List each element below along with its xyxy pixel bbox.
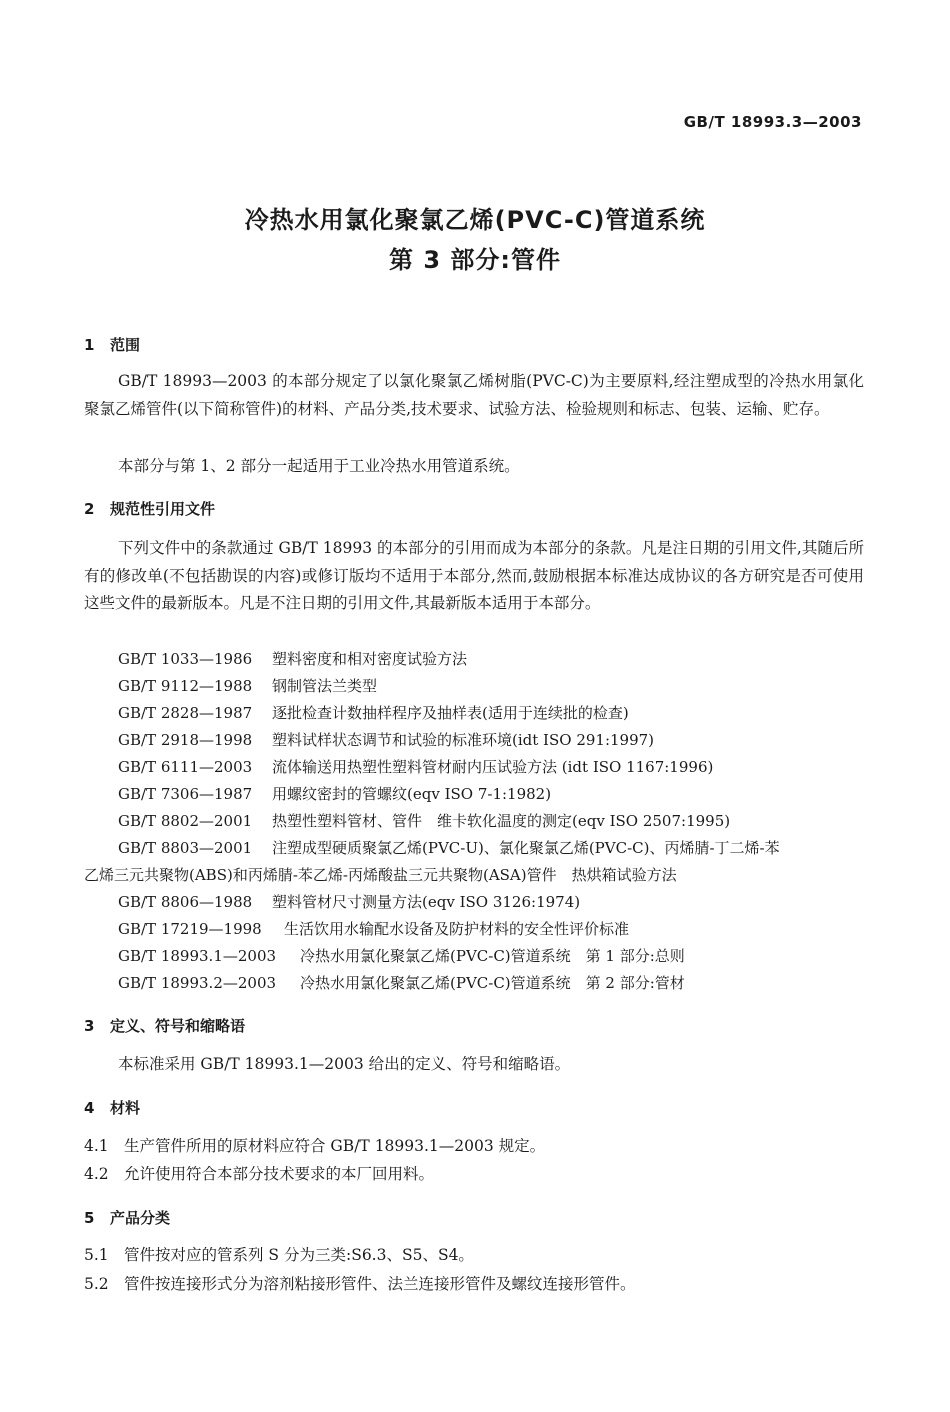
reference-item [118, 702, 629, 723]
clause-number: 5.2 [84, 1275, 109, 1293]
reference-code: GB/T 2918—1998 [118, 731, 253, 749]
reference-code: GB/T 18993.2—2003 [118, 974, 277, 992]
section-4-heading [84, 1098, 140, 1118]
clause-item [84, 1274, 636, 1294]
section-3-paragraph-1: 本标准采用 GB/T 18993.1—2003 给出的定义、符号和缩略语。 [118, 1055, 571, 1073]
document-subtitle: 第 3 部分:管件 [388, 246, 561, 274]
reference-code: GB/T 2828—1987 [118, 704, 253, 722]
section-3-heading [84, 1016, 245, 1036]
reference-item [118, 783, 551, 804]
reference-title: 冷热水用氯化聚氯乙烯(PVC-C)管道系统 第 2 部分:管材 [300, 974, 685, 992]
reference-title: 热塑性塑料管材、管件 维卡软化温度的测定(eqv ISO 2507:1995) [272, 812, 731, 830]
section-number: 5 [84, 1209, 95, 1227]
section-number: 4 [84, 1099, 95, 1117]
reference-code: GB/T 1033—1986 [118, 650, 253, 668]
reference-title: 塑料试样状态调节和试验的标准环境(idt ISO 291:1997) [272, 731, 655, 749]
section-1-paragraph-2: 本部分与第 1、2 部分一起适用于工业冷热水用管道系统。 [118, 457, 520, 475]
section-1-paragraph-1: GB/T 18993—2003 的本部分规定了以氯化聚氯乙烯树脂(PVC-C)为主要原料,经注塑成型的冷热水用氯化聚氯乙烯管件(以下简称管件)的材料、产品分类,技术要求、试验方法、检验规则和标志、包装、运输、贮存。 [84, 372, 864, 418]
reference-item [118, 756, 713, 777]
reference-code: GB/T 9112—1988 [118, 677, 253, 695]
clause-text: 生产管件所用的原材料应符合 GB/T 18993.1—2003 规定。 [124, 1137, 546, 1155]
section-2-heading [84, 499, 215, 519]
reference-code: GB/T 8802—2001 [118, 812, 253, 830]
clause-text: 允许使用符合本部分技术要求的本厂回用料。 [124, 1165, 435, 1183]
reference-title: 用螺纹密封的管螺纹(eqv ISO 7-1:1982) [272, 785, 552, 803]
clause-item [84, 1136, 545, 1156]
reference-item [118, 675, 377, 696]
reference-code: GB/T 17219—1998 [118, 920, 262, 938]
reference-item [118, 918, 629, 939]
clause-item [84, 1245, 474, 1265]
section-1-heading [84, 335, 140, 355]
section-2-paragraph-1: 下列文件中的条款通过 GB/T 18993 的本部分的引用而成为本部分的条款。凡是注日期的引用文件,其随后所有的修改单(不包括勘误的内容)或修订版均不适用于本部分,然而,鼓励根据本标准达成协议的各方研究是否可使用这些文件的最新版本。凡是不注日期的引用文件,其最新版本适用于本部分。 [84, 539, 864, 612]
reference-item [118, 837, 780, 858]
reference-title: 塑料管材尺寸测量方法(eqv ISO 3126:1974) [272, 893, 581, 911]
reference-item [118, 810, 730, 831]
reference-title: 塑料密度和相对密度试验方法 [272, 650, 468, 668]
document-title: 冷热水用氯化聚氯乙烯(PVC-C)管道系统 [244, 206, 706, 234]
reference-code: GB/T 8803—2001 [118, 839, 253, 857]
reference-item [118, 729, 654, 750]
section-title: 产品分类 [110, 1209, 171, 1227]
section-number: 1 [84, 336, 95, 354]
reference-title: 冷热水用氯化聚氯乙烯(PVC-C)管道系统 第 1 部分:总则 [300, 947, 685, 965]
reference-item [118, 945, 685, 966]
clause-text: 管件按对应的管系列 S 分为三类:S6.3、S5、S4。 [124, 1246, 474, 1264]
reference-item [118, 891, 580, 912]
reference-code: GB/T 6111—2003 [118, 758, 253, 776]
clause-number: 4.1 [84, 1137, 109, 1155]
reference-title: 注塑成型硬质聚氯乙烯(PVC-U)、氯化聚氯乙烯(PVC-C)、丙烯腈-丁二烯-苯 [272, 839, 780, 857]
clause-text: 管件按连接形式分为溶剂粘接形管件、法兰连接形管件及螺纹连接形管件。 [124, 1275, 636, 1293]
standard-number: GB/T 18993.3—2003 [683, 113, 862, 131]
clause-number: 4.2 [84, 1165, 109, 1183]
reference-code: GB/T 8806—1988 [118, 893, 253, 911]
section-title: 材料 [110, 1099, 141, 1117]
section-number: 2 [84, 500, 95, 518]
reference-title: 钢制管法兰类型 [272, 677, 378, 695]
reference-title: 逐批检查计数抽样程序及抽样表(适用于连续批的检查) [272, 704, 629, 722]
reference-code: GB/T 7306—1987 [118, 785, 253, 803]
reference-title: 生活饮用水输配水设备及防护材料的安全性评价标准 [284, 920, 630, 938]
section-number: 3 [84, 1017, 95, 1035]
clause-item [84, 1164, 434, 1184]
reference-code: GB/T 18993.1—2003 [118, 947, 277, 965]
reference-title: 流体输送用热塑性塑料管材耐内压试验方法 (idt ISO 1167:1996) [272, 758, 714, 776]
reference-item [118, 972, 685, 993]
section-title: 范围 [110, 336, 141, 354]
reference-continuation: 乙烯三元共聚物(ABS)和丙烯腈-苯乙烯-丙烯酸盐三元共聚物(ASA)管件 热烘箱试验方法 [84, 866, 677, 884]
reference-item [118, 648, 467, 669]
section-5-heading [84, 1208, 170, 1228]
section-title: 规范性引用文件 [110, 500, 216, 518]
clause-number: 5.1 [84, 1246, 109, 1264]
section-title: 定义、符号和缩略语 [110, 1017, 246, 1035]
